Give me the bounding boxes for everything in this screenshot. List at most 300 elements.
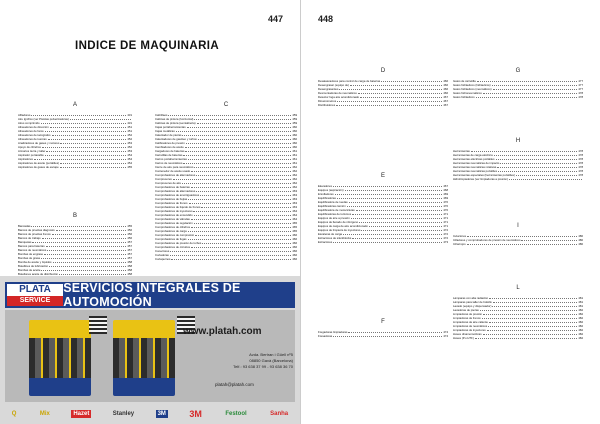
section-letter: H [515,138,521,144]
dot-leader [194,167,291,168]
entry-page: 481 [578,300,583,304]
entry-title: Comprobadores de frenos [155,201,188,205]
section-letter: E [380,173,385,179]
dot-leader [202,243,291,244]
entry-title: Comprobadores de regulación [155,221,193,225]
entry-title: Cargadores de baterías [155,149,185,153]
dot-leader [191,187,292,188]
entry-page: 431 [127,121,132,125]
entry-page: 457 [127,248,132,252]
section-i [453,223,583,246]
entry-page: 463 [292,205,297,209]
entry-title: Lavado (equipo y dispensador) [453,304,492,308]
dot-leader [200,195,291,196]
entry-page: 481 [578,296,583,300]
entry-page: 465 [292,225,297,229]
entry-page: 460 [292,133,297,137]
dot-leader [494,155,578,156]
brand-logo: 3M [189,409,202,419]
entry-page: 482 [578,316,583,320]
dot-leader [350,85,442,86]
entry-title: Escaleras de carga [318,232,342,236]
entry-title: Extractores de silentblocks [318,236,352,240]
entry-title: Analizadores de gases y motores [18,141,60,145]
entry-title: Comprobadores de amortiguadores [155,193,200,197]
entry-title: Carretillas de baterías [155,153,183,157]
section-letter: I [517,223,519,229]
page-number-right: 448 [318,14,334,24]
entry-page: 469 [443,196,448,200]
entry-page: 457 [127,244,132,248]
entry-page: 456 [127,228,132,232]
dot-leader [191,219,292,220]
index-entry [453,95,583,99]
dot-leader [498,171,577,172]
entry-title: Botellines de lubricación [18,264,49,268]
entry-title: Limpiadoras de inyectores [453,328,486,332]
entry-page: 452 [127,137,132,141]
entry-page: 478 [578,157,583,161]
dot-leader [488,326,577,327]
entry-page: 472 [443,228,448,232]
entry-page: 462 [292,181,297,185]
entry-page: 472 [443,236,448,240]
index-entry [318,334,448,338]
ad-address [201,352,293,370]
dot-leader [493,89,578,90]
dot-leader [475,338,578,339]
entry-page: 465 [292,221,297,225]
address-line: Avda. Bertran i Güell nº5 [249,352,293,357]
entry-title: Equipos de carga de aire acondicionado [318,224,368,228]
entry-title: Aspiradores [18,157,33,161]
entry-page: 460 [292,137,297,141]
entry-title: Gatos de carretilla [453,79,476,83]
entry-title: Comprobadores de fugas [155,237,187,241]
entry-title: Compresores [155,177,172,181]
entry-page: 474 [443,330,448,334]
entry-page: 468 [443,188,448,192]
entry-page: 466 [443,83,448,87]
dot-leader [489,298,577,299]
dot-leader [471,151,578,152]
entry-page: 456 [127,236,132,240]
entry-page: 463 [292,193,297,197]
entry-page: 431 [127,113,132,117]
entry-title: Comprobadores de alternadores [155,189,196,193]
entry-page: 460 [292,129,297,133]
dot-leader [42,238,127,239]
entry-title: Alineadores de dirección [18,125,49,129]
brand-logo: 3M [157,411,166,417]
entry-page: 482 [578,336,583,340]
dot-leader [487,330,578,331]
entry-title: Bancos para baterías [18,244,45,248]
entry-page: 451 [127,125,132,129]
dot-leader [56,230,127,231]
entry-page: 471 [443,212,448,216]
brand-strip [0,404,300,424]
entry-page: 463 [292,189,297,193]
dot-leader [182,135,291,136]
entry-title: Infrarrojos [453,242,466,246]
entry-title: Gatos hidroneumáticos [453,91,482,95]
dot-leader [333,336,442,337]
phone-line: Telf.: 93 638 37 99 - 93 638 36 70 [233,364,293,369]
index-entry [318,103,448,107]
entry-title: Cortapernos [155,257,171,261]
dot-leader [194,215,292,216]
entry-page: 464 [292,217,297,221]
address-line: 08850 Gavà (Barcelona) [249,358,293,363]
entry-page: 470 [443,204,448,208]
entry-page: 478 [578,169,583,173]
entry-page: 474 [443,334,448,338]
entry-title: Limpiadoras de aire caliente [453,320,488,324]
logo-top: PLATA [7,284,63,296]
entry-title: Herramientas neumáticas rotativas [453,165,497,169]
section-letter: A [72,102,77,108]
section-l [453,285,583,340]
dot-leader [201,207,291,208]
entry-title: Afiladores [18,113,31,117]
dot-leader [337,101,442,102]
dot-leader [185,147,292,148]
entry-page: 466 [292,245,297,249]
section-d [318,68,448,107]
entry-page: 458 [127,272,132,276]
entry-title: Comprobadores de compresión [155,233,195,237]
entry-title: Bancos de pruebas diagnosis [18,228,55,232]
dot-leader [369,226,442,227]
entry-page: 467 [443,184,448,188]
dot-leader [46,151,126,152]
dot-leader [196,191,291,192]
entry-title: Cabinas de pintura (horizontal) [155,117,194,121]
dot-leader [45,155,127,156]
entry-title: Equilibradoras [318,196,336,200]
entry-page: 462 [292,165,297,169]
entry-title: Gatos hidráulicos (neumáticos) [453,87,492,91]
entry-page: 453 [127,149,132,153]
entry-title: Armarios tierra y taller [18,149,46,153]
entry-title: Equipos de aire a presión [318,216,350,220]
dot-leader [46,246,127,247]
entry-title: Fregadoras limpiadoras [318,330,348,334]
entry-title: Calentador de piezas [155,133,182,137]
dot-leader [337,198,442,199]
entry-title: Herramientas neumáticas portátiles [453,169,497,173]
entry-page: 478 [578,149,583,153]
dot-leader [476,97,578,98]
entry-title: Aspirador portacable [18,153,44,157]
entry-page: 455 [127,224,132,228]
entry-page: 459 [292,121,297,125]
entry-page: 459 [292,117,297,121]
index-entry [453,177,583,181]
entry-title: Comprobadores de alternadores [155,173,196,177]
entry-title: Llaves dinamométricas [453,332,482,336]
entry-title: Llaves (P.o HTF) [453,336,474,340]
dot-leader [489,322,577,323]
brand-logo: Sanha [270,411,289,417]
dot-leader [194,223,292,224]
dot-leader [60,143,126,144]
dot-leader [176,131,292,132]
dot-leader [31,115,126,116]
entry-title: Gatos hidráulicos (hidráulicos) [453,83,491,87]
entry-page: 454 [127,157,132,161]
dot-leader [183,155,291,156]
entry-page: 452 [127,133,132,137]
section-letter: L [516,285,520,291]
dot-leader [44,254,126,255]
dot-leader [349,202,443,203]
catalog-image [29,320,91,396]
entry-title: Desatascadores para control de carga de baterías [318,79,381,83]
section-letter: C [223,102,229,108]
entry-title: Extractores [318,240,333,244]
dot-leader [60,167,127,168]
entry-page: 482 [578,328,583,332]
dot-leader [168,115,291,116]
entry-title: Bancos de neumáticos [18,248,47,252]
entry-page: 466 [292,253,297,257]
dot-leader [191,247,291,248]
entry-page: 453 [127,141,132,145]
entry-title: Apoyo de cilindros [18,145,41,149]
entry-page: 480 [578,238,583,242]
entry-page: 458 [127,268,132,272]
dot-leader [333,186,442,187]
dot-leader [188,199,291,200]
entry-title: Aires comprimido [18,121,40,125]
dot-leader [191,227,291,228]
entry-title: Lámparas con alta radiación [453,296,489,300]
dot-leader [333,242,442,243]
entry-page: 451 [127,129,132,133]
section-a [18,102,132,169]
entry-title: Alineadores de tacógrafos [18,133,51,137]
entry-title: Aspiradores de gases de escape [18,165,59,169]
entry-page: 459 [292,113,297,117]
dot-leader [336,105,442,106]
entry-title: Gatos hidráulicos [453,95,475,99]
dot-leader [347,206,443,207]
entry-title: Enrolladores [318,192,334,196]
dot-leader [198,139,292,140]
entry-title: Fresadoras [318,334,333,338]
entry-page: 466 [292,249,297,253]
entry-page: 478 [578,173,583,177]
entry-page: 463 [292,201,297,205]
dot-leader [187,127,292,128]
entry-page: 460 [292,145,297,149]
entry-title: Cambiadores de aceite [155,145,184,149]
dot-leader [493,302,577,303]
dot-leader [361,230,442,231]
entry-title: Banquetas [18,240,32,244]
catalog-image [113,320,175,396]
ad-header [5,282,295,308]
entry-title: Detector fuga aire acondicionado [318,95,360,99]
entry-page: 455 [127,165,132,169]
section-letter: D [380,68,386,74]
entry-title: Carros portaherramientas [155,157,187,161]
dot-leader [335,194,443,195]
dot-leader [356,210,443,211]
dot-leader [197,123,292,124]
entry-title: Dinamómetros [318,99,337,103]
section-letter: F [381,319,385,325]
entry-title: Limpiadoras de frenos [453,316,481,320]
brand-logo: Festool [225,411,247,417]
entry-title: Compresores de aire [155,181,182,185]
entry-page: 470 [443,208,448,212]
dot-leader [343,234,442,235]
entry-title: Cierre de aire para neumáticos [155,165,194,169]
dot-leader [45,131,127,132]
entry-title: Hidrolimpiadoras (ver limpiadoras a presión) [453,177,508,181]
entry-title: Comprobadores de bujías [155,197,188,201]
entry-title: Bancos de pruebas frenos [18,232,51,236]
entry-title: Bancadas [18,224,31,228]
dot-leader [482,318,578,319]
dot-leader [188,231,292,232]
index-title: INDICE DE MAQUINARIA [75,40,220,52]
dot-leader [170,255,291,256]
dot-leader [351,218,443,219]
section-b [18,213,132,280]
entry-page: 471 [443,216,448,220]
entry-page: 467 [443,95,448,99]
right-page [300,0,600,424]
dot-leader [345,190,443,191]
section-letter: B [72,213,77,219]
entry-title: Herramientas eléctricas portátiles [453,157,495,161]
entry-title: Carros de neumáticos [155,161,183,165]
dot-leader [521,240,577,241]
dot-leader [32,242,126,243]
dot-leader [352,214,442,215]
dot-leader [467,236,577,237]
dot-leader [509,179,582,180]
entry-title: Comprobadores de líquido de frenos [155,205,201,209]
entry-title: Inductores [453,234,467,238]
entry-page: 457 [127,240,132,244]
logo-bottom: SERVICE [7,296,63,306]
entry-page: 464 [292,209,297,213]
dot-leader [41,270,126,271]
entry-page: 471 [443,224,448,228]
entry-page: 477 [578,83,583,87]
entry-title: Bancos de trabajo [18,236,41,240]
dot-leader [170,251,291,252]
entry-page: 461 [292,157,297,161]
section-letter: G [515,68,521,74]
dot-leader [492,306,577,307]
entry-title: Herramientas de carga eléctrica [453,153,493,157]
entry-title: Comprobadores de baterías [155,185,190,189]
entry-title: Comprobadores de presión de turbos [155,241,202,245]
section-e [318,173,448,244]
advertisement [0,276,300,424]
entry-title: Desengrasar (equipo de) [318,83,349,87]
entry-page: 457 [127,252,132,256]
entry-page: 462 [292,169,297,173]
entry-page: 466 [443,87,448,91]
entry-title: Bombas de engrase [18,252,44,256]
entry-title: Cajas portaherramientas [155,125,186,129]
index-entry [453,242,583,246]
entry-page: 473 [443,240,448,244]
dot-leader [480,310,578,311]
entry-title: Aspiradores de aceite (portátiles) [18,161,60,165]
entry-page: 467 [443,99,448,103]
entry-title: Cabrillaos [155,113,168,117]
entry-page: 482 [578,312,583,316]
dot-leader [183,163,291,164]
dot-leader [483,93,578,94]
index-entry [318,240,448,244]
dot-leader [52,234,127,235]
entry-title: Equilibradoras camión [318,204,346,208]
entry-title: Cortadoras [155,253,169,257]
entry-title: Comprobadores de encendido [155,213,193,217]
dot-leader [34,159,126,160]
entry-page: 458 [127,260,132,264]
entry-title: Herramientas especiales (herramientas portátiles) [453,173,515,177]
entry-page: 478 [578,95,583,99]
entry-page: 466 [292,233,297,237]
entry-page: 482 [578,308,583,312]
dot-leader [381,81,442,82]
entry-title: Alineadores de faros [18,129,44,133]
entry-title: Herramientas neumáticas de impacto [453,161,500,165]
entry-title: Equilibradora de motocicletas [318,208,355,212]
entry-page: 462 [292,185,297,189]
entry-page: 466 [292,241,297,245]
entry-page: 478 [578,153,583,157]
entry-page: 477 [578,87,583,91]
entry-page: 471 [443,220,448,224]
entry-page: 480 [578,234,583,238]
entry-title: Herramientas [453,149,470,153]
entry-title: Calibradores de presión [155,141,185,145]
entry-page: 464 [292,213,297,217]
entry-page: 462 [292,177,297,181]
dot-leader [52,135,127,136]
index-entry [18,165,132,169]
brand-logo: Stanley [112,411,135,417]
entry-page: 466 [443,91,448,95]
entry-title: Limpiadoras de neumáticos [453,324,488,328]
dot-leader [70,119,131,120]
entry-page: 462 [292,173,297,177]
dot-leader [359,222,442,223]
entry-page: 470 [443,200,448,204]
entry-page: 482 [578,332,583,336]
entry-title: Comprobadores de circuitos [155,245,190,249]
entry-page: 461 [292,149,297,153]
brand-logo: Q [11,411,17,417]
dot-leader [47,250,126,251]
section-h [453,138,583,181]
entry-page: 461 [292,161,297,165]
entry-page: 465 [292,229,297,233]
dot-leader [483,314,577,315]
brand-logo: Mix [39,411,50,417]
